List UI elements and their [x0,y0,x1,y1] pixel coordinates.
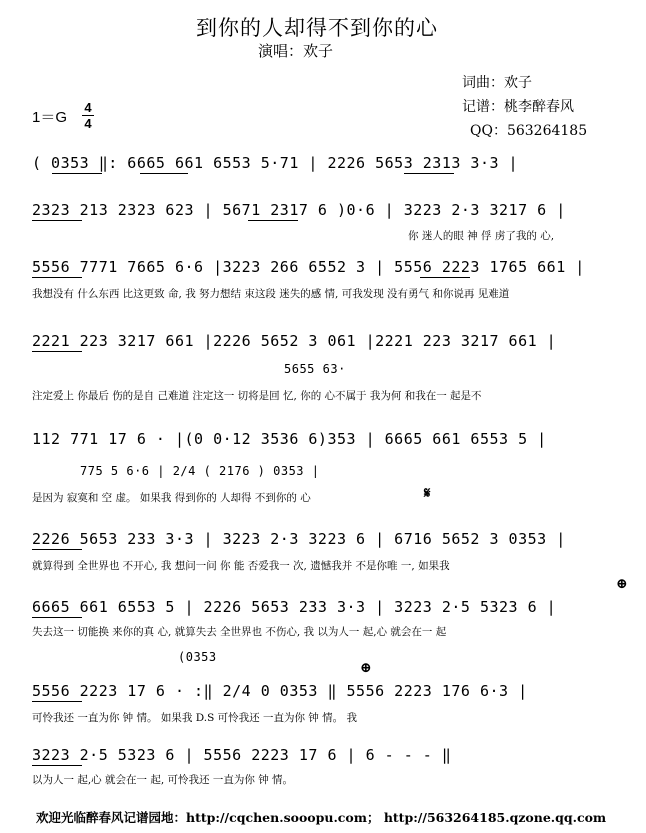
notation-row-1: ( 0353 ‖: 6665 661 6553 5·71 | 2226 5653 2313 3·3 | [32,154,519,172]
lyrics-row-7: 失去这一 切能换 来你的真 心, 就算失去 全世界也 不伤心, 我 以为人一 起,心 就会在一 起 [32,626,447,638]
time-sig-bottom: 4 [84,116,92,131]
notation-row-4: 2221 223 3217 661 |2226 5652 3 061 |2221 223 3217 661 | [32,332,557,350]
lyrics-row-8: 可怜我还 一直为你 钟 情。 如果我 D.S 可怜我还 一直为你 钟 情。 我 [32,712,357,724]
lyricist-credit: 词曲：欢子 [462,75,532,91]
coda-icon: ⊕ [616,576,628,592]
lyrics-row-2: 你 迷人的眼 神 俘 虏了我的 心, [408,230,555,242]
lyrics-row-6: 就算得到 全世界也 不开心, 我 想问一问 你 能 否爱我一 次, 遗憾我并 不是你唯 一, 如果我 [32,560,450,572]
lyrics-row-9: 以为人一 起,心 就会在一 起, 可怜我还 一直为你 钟 情。 [32,774,294,786]
notation-row-2: 2323 213 2323 623 | 5671 2317 6 )0·6 | 3223 2·3 3217 6 | [32,201,566,219]
notation-row-8: 5556 2223 17 6 · :‖ 2/4 0 0353 ‖ 5556 2223 176 6·3 | [32,682,528,700]
lyrics-row-3: 我想没有 什么东西 比这更致 命, 我 努力想结 束这段 迷失的感 情, 可我发现 没有勇气 和你说再 见难道 [32,288,510,300]
footer-note: 欢迎光临醉春风记谱园地：http://cqchen.sooopu.com； http://563264185.qzone.qq.com [36,810,607,825]
segno-icon: 𝄋 [424,484,431,502]
notation-row-9: 3223 2·5 5323 6 | 5556 2223 17 6 | 6 - - - ‖ [32,746,452,764]
qq-credit: QQ：563264185 [470,123,588,139]
transcriber-credit: 记谱：桃李醉春风 [462,99,574,115]
variant-row-5: 775 5 6·6 | 2/4 ( 2176 ) 0353 | [80,464,320,478]
notation-row-7: 6665 661 6553 5 | 2226 5653 233 3·3 | 3223 2·5 5323 6 | [32,598,557,616]
lyrics-row-5: 是因为 寂寞和 空 虚。 如果我 得到你的 人却得 不到你的 心 [32,492,311,504]
variant-row-4: 5655 63· [284,362,346,376]
singer-credit: 演唱：欢子 [258,42,334,60]
notation-row-3: 5556 7771 7665 6·6 |3223 266 6552 3 | 5556 2223 1765 661 | [32,258,585,276]
coda-icon-2: ⊕ [360,660,372,676]
lyrics-row-4: 注定爱上 你最后 伤的是自 己难道 注定这一 切将是回 忆, 你的 心不属于 我为何 和我在一 起是不 [32,390,482,402]
variant-row-8: (0353 [178,650,217,664]
notation-row-5: 112 771 17 6 · |(0 0·12 3536 6)353 | 6665 661 6553 5 | [32,430,547,448]
time-sig-top: 4 [84,100,92,115]
time-signature [82,101,94,130]
key-signature: 1＝G [32,109,68,126]
notation-row-6: 2226 5653 233 3·3 | 3223 2·3 3223 6 | 6716 5652 3 0353 | [32,530,566,548]
song-title: 到你的人却得不到你的心 [196,16,438,40]
